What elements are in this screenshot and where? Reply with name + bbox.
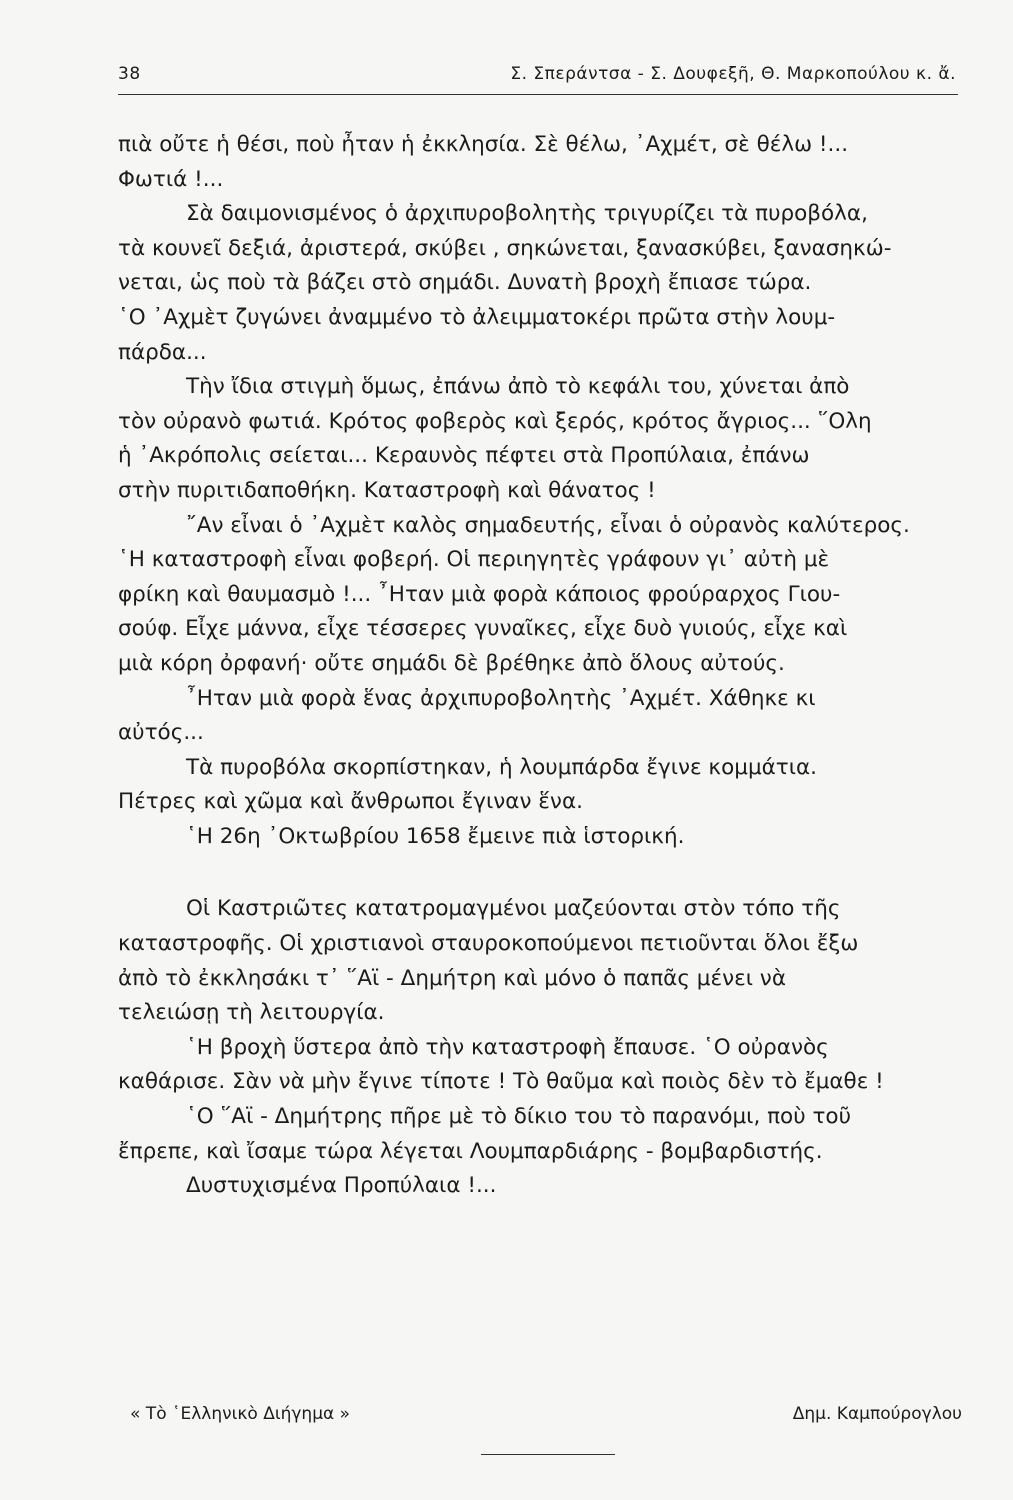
text-line-content: σούφ. Εἶχε μάννα, εἶχε τέσσερες γυναῖκες, εἶχε δυὸ γυιούς, εἶχε καὶ: [118, 616, 848, 642]
text-line-content: καταστροφῆς. Οἱ χριστιανοὶ σταυροκοπούμενοι πετιοῦνται ὅλοι ἔξω: [118, 931, 859, 957]
text-line-content: στὴν πυριτιδαποθήκη. Καταστροφὴ καὶ θάνατος !: [118, 477, 656, 503]
story-text: [118, 128, 960, 1204]
end-rule: [481, 1454, 615, 1455]
text-line-content: νεται, ὡς ποὺ τὰ βάζει στὸ σημάδι. Δυνατὴ βροχὴ ἔπιασε τώρα.: [118, 270, 812, 296]
text-line-content: καθάρισε. Σὰν νὰ μὴν ἔγινε τίποτε ! Τὸ θαῦμα καὶ ποιὸς δὲν τὸ ἔμαθε !: [118, 1069, 884, 1095]
text-line-content: πιὰ οὔτε ἡ θέσι, ποὺ ἦταν ἡ ἐκκλησία. Σὲ θέλω, ᾿Αχμέτ, σὲ θέλω !...: [118, 132, 849, 157]
source-citation: [130, 1404, 962, 1424]
text-line: [118, 1135, 960, 1170]
text-line-content: ῏Ηταν μιὰ φορὰ ἕνας ἀρχιπυροβολητὴς ᾿Αχμέτ. Χάθηκε κι: [186, 685, 816, 711]
page-header: [118, 64, 958, 95]
text-line: [118, 439, 960, 474]
text-line: [118, 1065, 960, 1100]
running-title: Σ. Σπεράντσα - Σ. Δουφεξῆ, Θ. Μαρκοπούλου κ. ἄ.: [510, 64, 956, 84]
text-line-content: φρίκη καὶ θαυμασμὸ !... ῏Ηταν μιὰ φορὰ κάποιος φρούραρχος Γιου-: [118, 581, 841, 607]
text-line: [118, 405, 960, 440]
text-line-content: Οἱ Καστριῶτες κατατρομαγμένοι μαζεύονται στὸν τόπο τῆς: [186, 896, 841, 922]
text-line-content: ῾Η καταστροφὴ εἶναι φοβερή. Οἱ περιηγητὲς γράφουν γι᾿ αὐτὴ μὲ: [118, 547, 830, 573]
text-line: [118, 927, 960, 962]
text-line: [118, 1031, 960, 1066]
text-line-content: τὸν οὐρανὸ φωτιά. Κρότος φοβερὸς καὶ ξερός, κρότος ἄγριος... ῞Ολη: [118, 408, 872, 434]
paragraph-gap: [118, 854, 960, 892]
source-author: Δημ. Καμπούρογλου: [792, 1404, 962, 1424]
text-line: [118, 543, 960, 578]
text-line: [118, 370, 960, 405]
text-line: [118, 892, 960, 927]
text-line-content: ῾Η 26η ᾿Οκτωβρίου 1658 ἔμεινε πιὰ ἱστορική.: [186, 823, 685, 849]
text-line-content: ῎Αν εἶναι ὁ ᾿Αχμὲτ καλὸς σημαδευτής, εἶναι ὁ οὐρανὸς καλύτερος.: [186, 512, 910, 538]
text-line: [118, 1169, 960, 1204]
page-number: 38: [118, 64, 141, 84]
text-line: [118, 612, 960, 647]
text-line: [118, 301, 960, 336]
text-line: [118, 578, 960, 613]
text-line-content: Σὰ δαιμονισμένος ὁ ἀρχιπυροβολητὴς τριγυρίζει τὰ πυροβόλα,: [186, 201, 868, 227]
text-line: [118, 266, 960, 301]
text-line-content: μιὰ κόρη ὀρφανή· οὔτε σημάδι δὲ βρέθηκε ἀπὸ ὅλους αὐτούς.: [118, 650, 785, 676]
text-line: [118, 716, 960, 751]
text-line: [118, 751, 960, 786]
text-line-content: Φωτιά !...: [118, 166, 224, 192]
text-line-content: πάρδα...: [118, 339, 207, 365]
text-line-content: Τὰ πυροβόλα σκορπίστηκαν, ἡ λουμπάρδα ἔγινε κομμάτια.: [186, 754, 818, 780]
text-line-content: ῾Ο ᾿Αχμὲτ ζυγώνει ἀναμμένο τὸ ἀλειμματοκέρι πρῶτα στὴν λουμ-: [118, 304, 836, 330]
text-line-content: Πέτρες καὶ χῶμα καὶ ἄνθρωποι ἔγιναν ἕνα.: [118, 789, 583, 815]
text-line: [118, 785, 960, 820]
text-line: [118, 509, 960, 544]
text-line: [118, 474, 960, 509]
text-line: [118, 682, 960, 717]
text-line-content: ἔπρεπε, καὶ ἴσαμε τώρα λέγεται Λουμπαρδιάρης - βομβαρδιστής.: [118, 1138, 823, 1164]
text-line-content: τελειώσῃ τὴ λειτουργία.: [118, 1000, 385, 1026]
text-line-content: τὰ κουνεῖ δεξιά, ἀριστερά, σκύβει , σηκώνεται, ξανασκύβει, ξανασηκώ-: [118, 235, 892, 261]
text-line: [118, 996, 960, 1031]
text-line-content: ῾Η βροχὴ ὕστερα ἀπὸ τὴν καταστροφὴ ἔπαυσε. ῾Ο οὐρανὸς: [186, 1034, 829, 1060]
text-line: [118, 128, 960, 163]
text-line-content: ἀπὸ τὸ ἐκκλησάκι τ᾿ ῞Αϊ - Δημήτρη καὶ μόνο ὁ παπᾶς μένει νὰ: [118, 965, 786, 991]
text-line: [118, 336, 960, 371]
text-line: [118, 232, 960, 267]
text-line-content: Δυστυχισμένα Προπύλαια !...: [186, 1173, 497, 1199]
text-line-content: αὐτός...: [118, 720, 204, 746]
text-line-content: Τὴν ἴδια στιγμὴ ὅμως, ἐπάνω ἀπὸ τὸ κεφάλι του, χύνεται ἀπὸ: [186, 374, 850, 400]
text-line: [118, 820, 960, 855]
text-line: [118, 647, 960, 682]
text-line-content: ἡ ᾿Ακρόπολις σείεται... Κεραυνὸς πέφτει στὰ Προπύλαια, ἐπάνω: [118, 443, 810, 469]
text-line: [118, 962, 960, 997]
text-line: [118, 197, 960, 232]
text-line-content: ῾Ο ῞Αϊ - Δημήτρης πῆρε μὲ τὸ δίκιο του τὸ παρανόμι, ποὺ τοῦ: [186, 1104, 852, 1130]
text-line: [118, 163, 960, 198]
text-line: [118, 1100, 960, 1135]
source-work: « Τὸ ῾Ελληνικὸ Διήγημα »: [130, 1404, 351, 1424]
